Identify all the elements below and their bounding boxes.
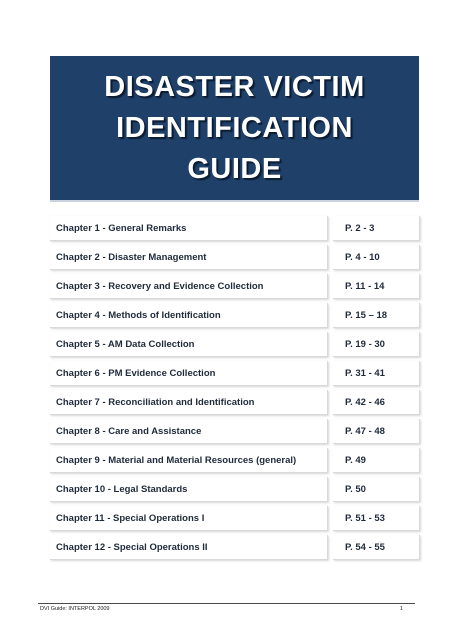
title-line-3: GUIDE bbox=[187, 152, 282, 185]
toc-page-range: P. 19 - 30 bbox=[333, 332, 420, 357]
toc-row[interactable] bbox=[50, 390, 420, 415]
toc-page-range: P. 54 - 55 bbox=[333, 535, 420, 560]
toc-chapter-title: Chapter 1 - General Remarks bbox=[50, 216, 328, 241]
footer-page-number: 1 bbox=[400, 606, 404, 612]
toc-row[interactable] bbox=[50, 274, 420, 299]
toc-chapter-title: Chapter 5 - AM Data Collection bbox=[50, 332, 328, 357]
toc-chapter-title: Chapter 4 - Methods of Identification bbox=[50, 303, 328, 328]
toc-page-range: P. 49 bbox=[333, 448, 420, 473]
toc-row[interactable] bbox=[50, 535, 420, 560]
toc-row[interactable] bbox=[50, 361, 420, 386]
toc-chapter-title: Chapter 2 - Disaster Management bbox=[50, 245, 328, 270]
toc-page-range: P. 31 - 41 bbox=[333, 361, 420, 386]
toc-row[interactable] bbox=[50, 448, 420, 473]
toc-row[interactable] bbox=[50, 477, 420, 502]
toc-row[interactable] bbox=[50, 245, 420, 270]
toc-page-range: P. 47 - 48 bbox=[333, 419, 420, 444]
toc-chapter-title: Chapter 6 - PM Evidence Collection bbox=[50, 361, 328, 386]
toc-row[interactable] bbox=[50, 506, 420, 531]
toc-row[interactable] bbox=[50, 332, 420, 357]
footer-divider bbox=[38, 603, 415, 604]
toc-chapter-title: Chapter 3 - Recovery and Evidence Collection bbox=[50, 274, 328, 299]
footer-document-label: DVI Guide: INTERPOL 2009 bbox=[40, 606, 110, 612]
toc-page-range: P. 4 - 10 bbox=[333, 245, 420, 270]
toc-row[interactable] bbox=[50, 419, 420, 444]
toc-row[interactable] bbox=[50, 216, 420, 241]
toc-chapter-title: Chapter 11 - Special Operations I bbox=[50, 506, 328, 531]
toc-page-range: P. 15 – 18 bbox=[333, 303, 420, 328]
toc-chapter-title: Chapter 12 - Special Operations II bbox=[50, 535, 328, 560]
toc-chapter-title: Chapter 9 - Material and Material Resources (general) bbox=[50, 448, 328, 473]
title-line-2: IDENTIFICATION bbox=[116, 111, 353, 144]
toc-chapter-title: Chapter 10 - Legal Standards bbox=[50, 477, 328, 502]
toc-page-range: P. 2 - 3 bbox=[333, 216, 420, 241]
title-banner bbox=[50, 56, 419, 202]
toc-page-range: P. 11 - 14 bbox=[333, 274, 420, 299]
toc-page-range: P. 50 bbox=[333, 477, 420, 502]
toc-page-range: P. 51 - 53 bbox=[333, 506, 420, 531]
toc-page-range: P. 42 - 46 bbox=[333, 390, 420, 415]
toc-chapter-title: Chapter 7 - Reconciliation and Identification bbox=[50, 390, 328, 415]
toc-row[interactable] bbox=[50, 303, 420, 328]
table-of-contents bbox=[50, 216, 420, 564]
title-line-1: DISASTER VICTIM bbox=[104, 70, 365, 103]
toc-chapter-title: Chapter 8 - Care and Assistance bbox=[50, 419, 328, 444]
